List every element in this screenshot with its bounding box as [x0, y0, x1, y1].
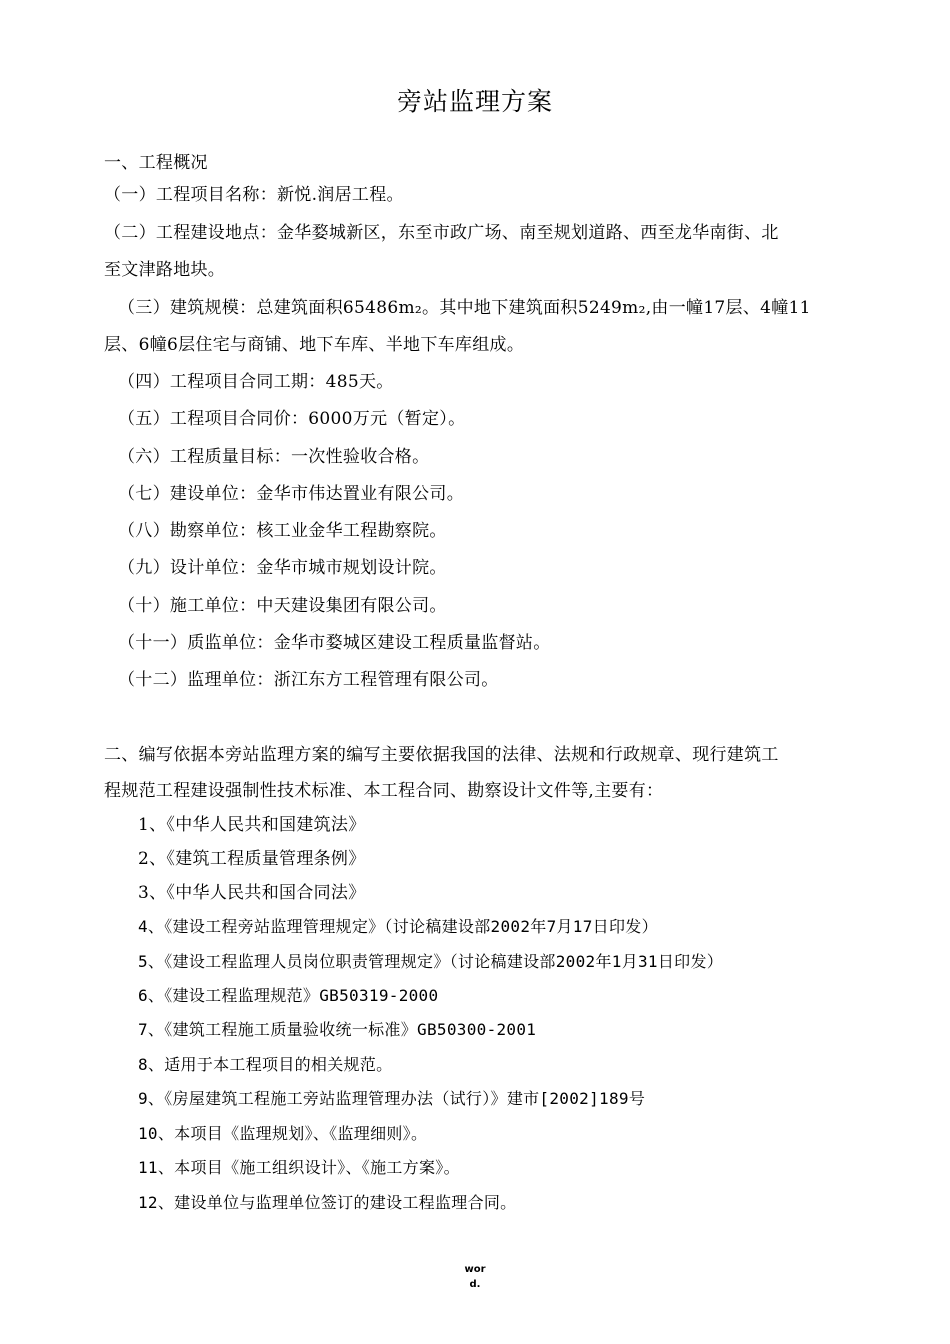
overview-item-4: （四）工程项目合同工期：485天。 — [118, 372, 394, 392]
basis-item-12: 12、建设单位与监理单位签订的建设工程监理合同。 — [138, 1193, 517, 1212]
basis-item-6: 6、《建设工程监理规范》GB50319-2000 — [138, 986, 439, 1005]
overview-item-1: （一）工程项目名称：新悦.润居工程。 — [104, 185, 404, 205]
overview-item-3: （三）建筑规模：总建筑面积65486m₂。其中地下建筑面积5249m₂,由一幢17层、4幢11 — [118, 298, 811, 318]
basis-item-7: 7、《建筑工程施工质量验收统一标准》GB50300-2001 — [138, 1020, 537, 1039]
section-2-intro-line-1: 二、编写依据本旁站监理方案的编写主要依据我国的法律、法规和行政规章、现行建筑工 — [104, 745, 779, 765]
overview-item-11: （十一）质监单位：金华市婺城区建设工程质量监督站。 — [118, 633, 551, 653]
overview-item-10: （十）施工单位：中天建设集团有限公司。 — [118, 596, 447, 616]
basis-item-4: 4、《建设工程旁站监理管理规定》（讨论稿建设部2002年7月17日印发） — [138, 917, 658, 936]
overview-item-12: （十二）监理单位：浙江东方工程管理有限公司。 — [118, 670, 499, 690]
overview-item-9: （九）设计单位：金华市城市规划设计院。 — [118, 558, 447, 578]
basis-item-11: 11、本项目《施工组织设计》、《施工方案》。 — [138, 1158, 460, 1177]
overview-item-5: （五）工程项目合同价：6000万元（暂定）。 — [118, 409, 466, 429]
overview-item-2-cont: 至文津路地块。 — [104, 260, 226, 280]
basis-item-10: 10、本项目《监理规划》、《监理细则》。 — [138, 1124, 428, 1143]
overview-item-8: （八）勘察单位：核工业金华工程勘察院。 — [118, 521, 447, 541]
basis-item-5: 5、《建设工程监理人员岗位职责管理规定》（讨论稿建设部2002年1月31日印发） — [138, 952, 724, 971]
overview-item-6: （六）工程质量目标：一次性验收合格。 — [118, 447, 430, 467]
overview-item-7: （七）建设单位：金华市伟达置业有限公司。 — [118, 484, 464, 504]
overview-item-2: （二）工程建设地点：金华婺城新区，东至市政广场、南至规划道路、西至龙华南街、北 — [104, 223, 779, 243]
basis-item-9: 9、《房屋建筑工程施工旁站监理管理办法（试行）》建市[2002]189号 — [138, 1089, 646, 1108]
basis-item-1: 1、《中华人民共和国建筑法》 — [138, 815, 366, 835]
overview-item-3-cont: 层、6幢6层住宅与商铺、地下车库、半地下车库组成。 — [104, 335, 525, 355]
page-footer — [450, 1262, 500, 1292]
basis-item-3: 3、《中华人民共和国合同法》 — [138, 883, 366, 903]
basis-item-2: 2、《建筑工程质量管理条例》 — [138, 849, 366, 869]
footer-line-1: wor — [464, 1264, 486, 1275]
document-title: 旁站监理方案 — [396, 87, 553, 116]
footer-line-2: d. — [469, 1279, 481, 1290]
section-1-heading: 一、工程概况 — [104, 153, 208, 173]
basis-item-8: 8、适用于本工程项目的相关规范。 — [138, 1055, 393, 1074]
section-2-intro-line-2: 程规范工程建设强制性技术标准、本工程合同、勘察设计文件等,主要有： — [104, 781, 664, 801]
